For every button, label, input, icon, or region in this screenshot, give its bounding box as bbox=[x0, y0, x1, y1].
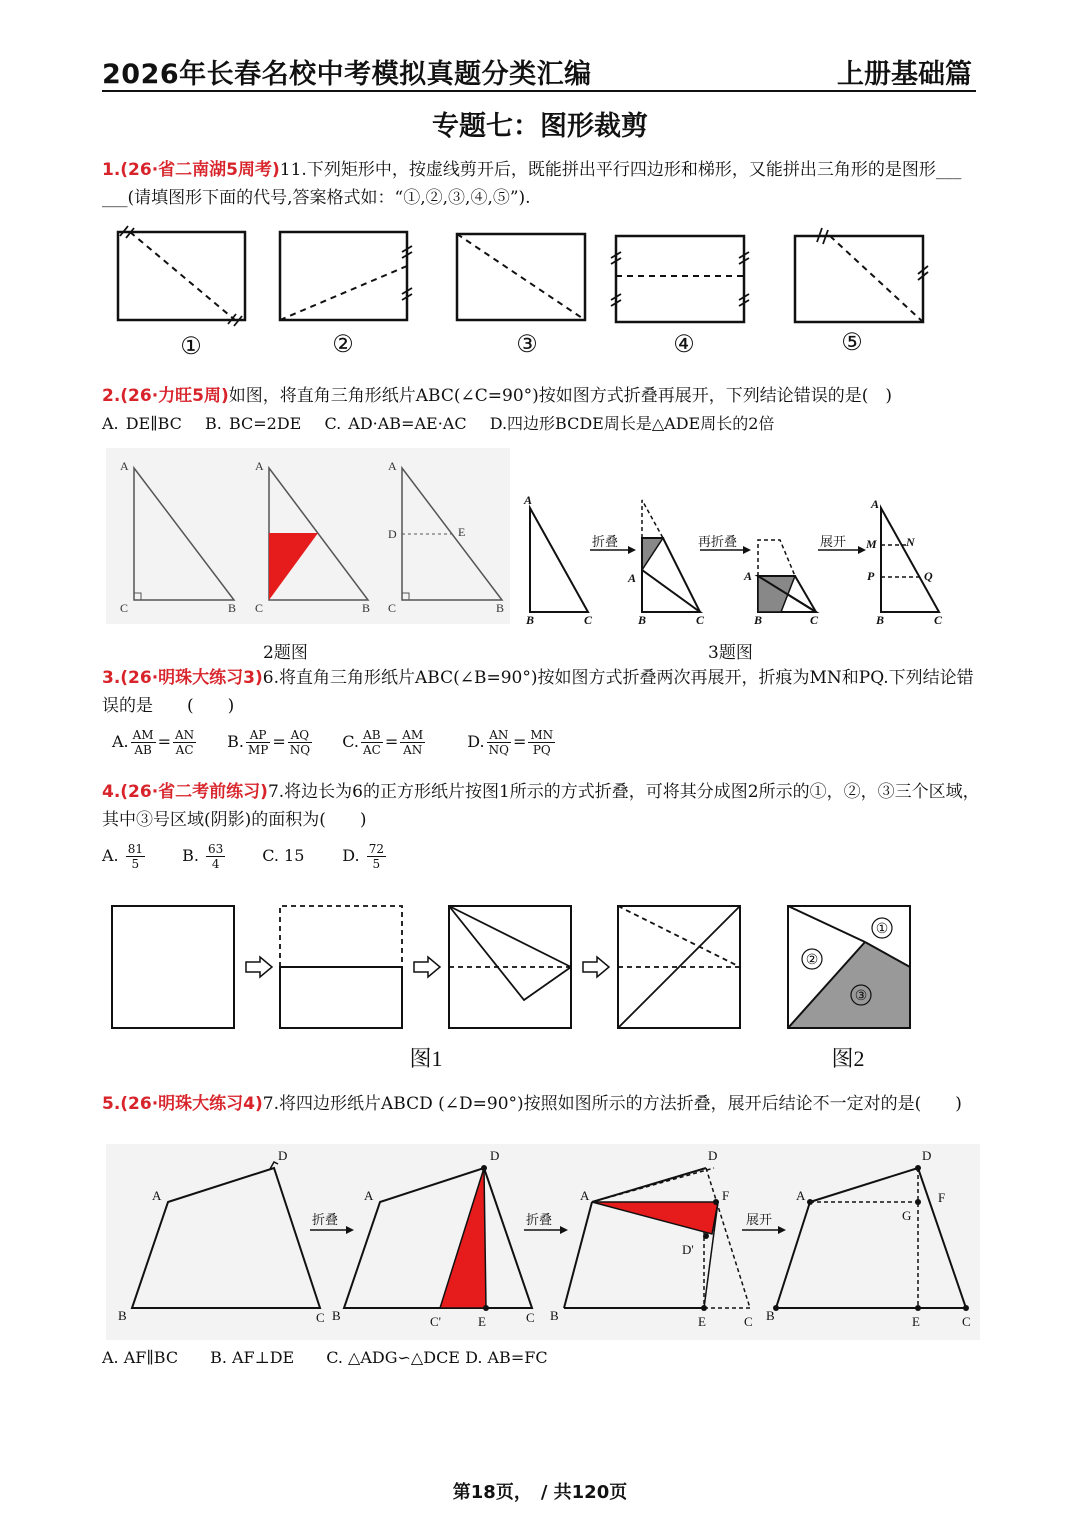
svg-text:B: B bbox=[550, 1308, 559, 1323]
svg-text:C': C' bbox=[430, 1314, 442, 1329]
header-divider bbox=[102, 90, 976, 92]
q3-fold-figure bbox=[518, 490, 958, 630]
q1-label-3: ③ bbox=[516, 332, 538, 358]
figure-3-caption: 3题图 bbox=[708, 643, 753, 663]
page-number: 第18页， / 共120页 bbox=[452, 1482, 628, 1503]
svg-text:A: A bbox=[796, 1188, 806, 1203]
svg-text:C: C bbox=[316, 1310, 325, 1325]
fold-red-triangle bbox=[440, 1168, 486, 1308]
svg-text:A: A bbox=[364, 1188, 374, 1203]
q1-label-2: ② bbox=[332, 332, 354, 358]
svg-text:D: D bbox=[388, 527, 397, 541]
svg-text:E: E bbox=[478, 1314, 486, 1329]
option-c: C. AD·AB=AE·AC bbox=[324, 414, 467, 433]
svg-text:P: P bbox=[867, 569, 875, 583]
question-5-tag: 5.(26·明珠大练习4) bbox=[102, 1094, 263, 1114]
svg-text:D': D' bbox=[682, 1242, 694, 1257]
question-4-text: 7.将边长为6的正方形纸片按图1所示的方式折叠，可将其分成图2所示的①，②，③三个区域，其中③号区域(阴影)的面积为( ) bbox=[102, 782, 980, 830]
region-3-label: ③ bbox=[854, 989, 868, 1004]
q1-rectangles-figure bbox=[100, 222, 960, 362]
option-a: A. $\frac{AM}{AB}$ = $\frac{AN}{AC}$ bbox=[112, 728, 195, 757]
svg-text:D: D bbox=[708, 1148, 718, 1163]
fold-label-2: 折叠 bbox=[526, 1212, 553, 1227]
svg-text:B: B bbox=[754, 613, 763, 627]
svg-text:A: A bbox=[524, 493, 533, 507]
svg-text:E: E bbox=[458, 525, 466, 539]
svg-text:D: D bbox=[490, 1148, 500, 1163]
svg-text:F: F bbox=[938, 1190, 946, 1205]
q1-label-1: ① bbox=[180, 334, 202, 360]
option-b: B. $\frac{63}{4}$ bbox=[182, 842, 224, 871]
figure-2-caption: 图2 bbox=[831, 1046, 865, 1071]
question-2-options bbox=[102, 410, 982, 438]
question-4-tag: 4.(26·省二考前练习) bbox=[102, 782, 268, 802]
q1-label-4: ④ bbox=[673, 332, 695, 358]
svg-text:C: C bbox=[120, 601, 129, 615]
option-a: A. DE∥BC bbox=[102, 414, 182, 433]
question-3-options bbox=[112, 728, 577, 757]
svg-text:A: A bbox=[628, 571, 637, 585]
option-b: B. $\frac{AP}{MP}$ = $\frac{AQ}{NQ}$ bbox=[227, 728, 311, 757]
unfold-label: 展开 bbox=[746, 1212, 773, 1227]
svg-text:A: A bbox=[255, 459, 264, 473]
svg-text:N: N bbox=[906, 535, 915, 549]
question-2-tag: 2.(26·力旺5周) bbox=[102, 386, 229, 406]
svg-text:A: A bbox=[744, 569, 753, 583]
svg-text:A: A bbox=[580, 1188, 590, 1203]
document-section: 上册基础篇 bbox=[837, 59, 972, 90]
svg-text:B: B bbox=[766, 1308, 775, 1323]
option-c: C. 15 bbox=[262, 846, 305, 865]
q2-triangles-figure bbox=[106, 448, 510, 624]
option-c: C. $\frac{AB}{AC}$ = $\frac{AM}{AN}$ bbox=[342, 728, 424, 757]
refold-label: 再折叠 bbox=[698, 534, 738, 549]
option-a: A. $\frac{81}{5}$ bbox=[102, 842, 144, 871]
fold-label: 折叠 bbox=[592, 534, 619, 549]
svg-text:E: E bbox=[912, 1314, 920, 1329]
question-4 bbox=[102, 778, 982, 834]
option-d: D. $\frac{72}{5}$ bbox=[342, 842, 384, 871]
q5-quadrilateral-fold-figure bbox=[106, 1144, 980, 1340]
svg-text:C: C bbox=[696, 613, 705, 627]
svg-text:E: E bbox=[698, 1314, 706, 1329]
question-5 bbox=[102, 1090, 982, 1118]
question-4-options bbox=[102, 842, 417, 871]
region-1-label: ① bbox=[875, 922, 889, 937]
svg-text:Q: Q bbox=[924, 569, 933, 583]
svg-text:C: C bbox=[584, 613, 593, 627]
unfold-label: 展开 bbox=[820, 534, 847, 549]
question-1-tag: 1.(26·省二南湖5周考) bbox=[102, 160, 280, 180]
svg-text:C: C bbox=[388, 601, 397, 615]
fold-red-region bbox=[592, 1202, 718, 1234]
document-title: 2026年长春名校中考模拟真题分类汇编 bbox=[102, 59, 592, 90]
question-5-options: A. AF∥BC B. AF⊥DE C. △ADG∽△DCE D. AB=FC bbox=[102, 1348, 548, 1367]
region-2-label: ② bbox=[805, 953, 819, 968]
svg-text:B: B bbox=[332, 1308, 341, 1323]
question-3-tag: 3.(26·明珠大练习3) bbox=[102, 668, 263, 688]
svg-text:D: D bbox=[922, 1148, 932, 1163]
svg-text:M: M bbox=[866, 537, 877, 551]
option-d: D.四边形BCDE周长是△ADE周长的2倍 bbox=[489, 414, 775, 433]
figure-2-caption: 2题图 bbox=[263, 643, 308, 663]
svg-text:C: C bbox=[526, 1310, 535, 1325]
fold-label-1: 折叠 bbox=[312, 1212, 339, 1227]
svg-text:B: B bbox=[362, 601, 371, 615]
q1-label-5: ⑤ bbox=[841, 330, 863, 356]
svg-text:G: G bbox=[902, 1208, 912, 1223]
svg-text:C: C bbox=[962, 1314, 971, 1329]
folded-red-region bbox=[269, 533, 318, 600]
svg-text:B: B bbox=[228, 601, 237, 615]
svg-text:B: B bbox=[638, 613, 647, 627]
svg-text:C: C bbox=[255, 601, 264, 615]
question-3-text: 6.将直角三角形纸片ABC(∠B=90°)按如图方式折叠两次再展开，折痕为MN和PQ.下列结论错误的是 ( ) bbox=[102, 668, 974, 716]
question-3 bbox=[102, 664, 982, 720]
figure-1-caption: 图1 bbox=[409, 1046, 443, 1071]
svg-text:A: A bbox=[120, 459, 129, 473]
option-d: D. $\frac{AN}{NQ}$ = $\frac{MN}{PQ}$ bbox=[467, 728, 554, 757]
question-1 bbox=[102, 156, 982, 212]
svg-text:B: B bbox=[526, 613, 535, 627]
svg-text:C: C bbox=[810, 613, 819, 627]
svg-text:F: F bbox=[722, 1188, 730, 1203]
topic-title: 专题七：图形裁剪 bbox=[432, 111, 648, 142]
svg-text:C: C bbox=[744, 1314, 753, 1329]
svg-text:A: A bbox=[871, 497, 880, 511]
svg-text:C: C bbox=[934, 613, 943, 627]
question-5-text: 7.将四边形纸片ABCD (∠D=90°)按照如图所示的方法折叠，展开后结论不一定对的是( ) bbox=[262, 1094, 962, 1114]
q4-square-fold-figure bbox=[100, 896, 930, 1076]
svg-text:D: D bbox=[278, 1148, 288, 1163]
svg-text:B: B bbox=[876, 613, 885, 627]
svg-text:B: B bbox=[118, 1308, 127, 1323]
svg-text:B: B bbox=[496, 601, 505, 615]
question-1-text: 11.下列矩形中，按虚线剪开后，既能拼出平行四边形和梯形，又能拼出三角形的是图形___ ___(请填图形下面的代号,答案格式如：“①,②,③,④,⑤”). bbox=[102, 160, 979, 208]
svg-text:A: A bbox=[388, 459, 397, 473]
option-b: B. BC=2DE bbox=[205, 414, 302, 433]
svg-text:A: A bbox=[152, 1188, 162, 1203]
question-2-text: 如图，将直角三角形纸片ABC(∠C=90°)按如图方式折叠再展开，下列结论错误的是( ) bbox=[228, 386, 893, 406]
question-2 bbox=[102, 382, 982, 410]
